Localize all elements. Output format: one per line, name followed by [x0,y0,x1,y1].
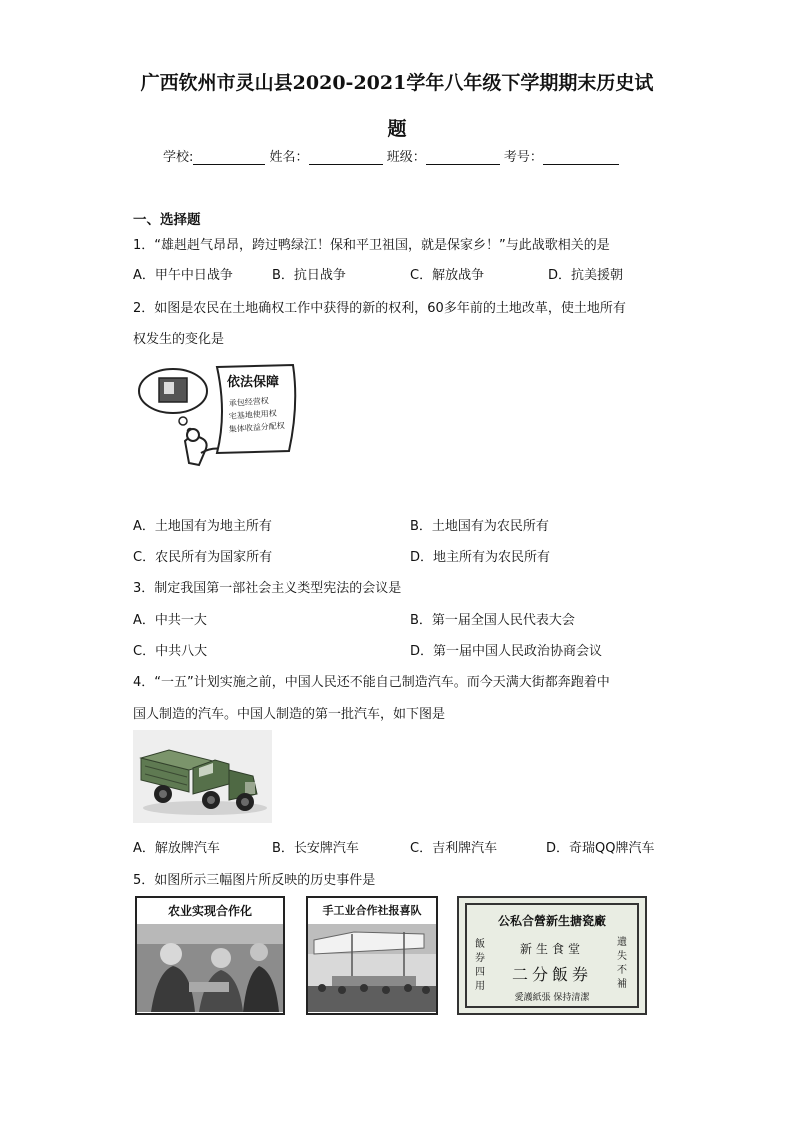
class-label: 班级： [386,150,426,165]
q5-panel-meal-ticket [457,896,647,1015]
q2-option-a: A．土地国有为地主所有 [133,519,272,534]
q2-option-d: D．地主所有为农民所有 [410,550,551,565]
q5-stem: 5．如图所示三幅图片所反映的历史事件是 [133,873,376,888]
section-heading: 一、选择题 [133,212,201,228]
q1-option-a: A．甲午中日战争 [133,268,233,283]
handicraft-parade-photo [308,924,436,1012]
panel-agriculture-caption: 农业实现合作化 [167,904,252,918]
exam-title-line1: 广西钦州市灵山县2020-2021学年八年级下学期期末历史试 [140,72,654,94]
q4-stem-line2: 国人制造的汽车。中国人制造的第一批汽车，如下图是 [133,707,446,722]
ticket-value: 二分飯券 [511,965,592,984]
q3-stem: 3．制定我国第一部社会主义类型宪法的会议是 [133,581,402,596]
land-rights-cartoon [135,361,301,469]
ticket-canteen: 新生食堂 [519,942,584,956]
q5-panel-handicraft [306,896,438,1015]
ticket-header: 公私合營新生搪瓷廠 [497,914,606,928]
q4-option-b: B．长安牌汽车 [272,841,359,856]
q3-option-b: B．第一届全国人民代表大会 [410,613,575,628]
person-head [160,943,182,965]
panel-handicraft-caption: 手工业合作社报喜队 [322,904,422,917]
q2-cartoon-figure [135,361,301,469]
q3-option-d: D．第一届中国人民政治协商会议 [410,644,603,659]
q4-truck-photo [133,730,272,823]
q1-option-d: D．抗美援朝 [548,268,624,283]
banner-right-3: 集体收益分配权 [228,421,286,434]
q5-panel-agriculture [135,896,285,1015]
name-label: 姓名： [269,150,309,165]
exam-title-line2: 题 [387,118,407,140]
jiefang-truck-image [133,730,272,823]
q4-option-a: A．解放牌汽车 [133,841,220,856]
exam-number-label: 考号： [503,150,543,165]
q4-option-d: D．奇瑞QQ牌汽车 [546,841,655,856]
q1-stem: 1．“雄赳赳气昂昂，跨过鸭绿江！保和平卫祖国，就是保家乡！”与此战歌相关的是 [133,238,610,253]
q1-option-b: B．抗日战争 [272,268,346,283]
ticket-footer: 愛護紙張 保持清潔 [514,993,590,1003]
q4-option-c: C．吉利牌汽车 [410,841,498,856]
school-label: 学校: [163,150,194,165]
q2-option-c: C．农民所有为国家所有 [133,550,273,565]
agriculture-photo [137,924,283,1012]
banner-right-2: 宅基地使用权 [228,408,278,421]
q3-option-a: A．中共一大 [133,613,207,628]
q2-option-b: B．土地国有为农民所有 [410,519,549,534]
q1-option-c: C．解放战争 [410,268,485,283]
school-blank[interactable] [193,150,265,165]
ticket-left-column: 飯券 四用 [475,939,485,992]
q4-stem-line1: 4．“一五”计划实施之前，中国人民还不能自己制造汽车。而今天满大街都奔跑着中 [133,675,610,690]
q2-stem-line2: 权发生的变化是 [133,332,225,347]
student-info-row [163,146,619,165]
q3-option-c: C．中共八大 [133,644,208,659]
banner-right-1: 承包经营权 [228,396,270,408]
name-blank[interactable] [309,150,383,165]
class-blank[interactable] [426,150,500,165]
q2-stem-line1: 2．如图是农民在土地确权工作中获得的新的权利，60多年前的土地改革，使土地所有 [133,301,626,316]
exam-number-blank[interactable] [543,150,619,165]
banner-heading: 依法保障 [227,375,280,390]
ticket-right-column: 遺失不補 [617,937,627,990]
crowd [308,986,436,1012]
